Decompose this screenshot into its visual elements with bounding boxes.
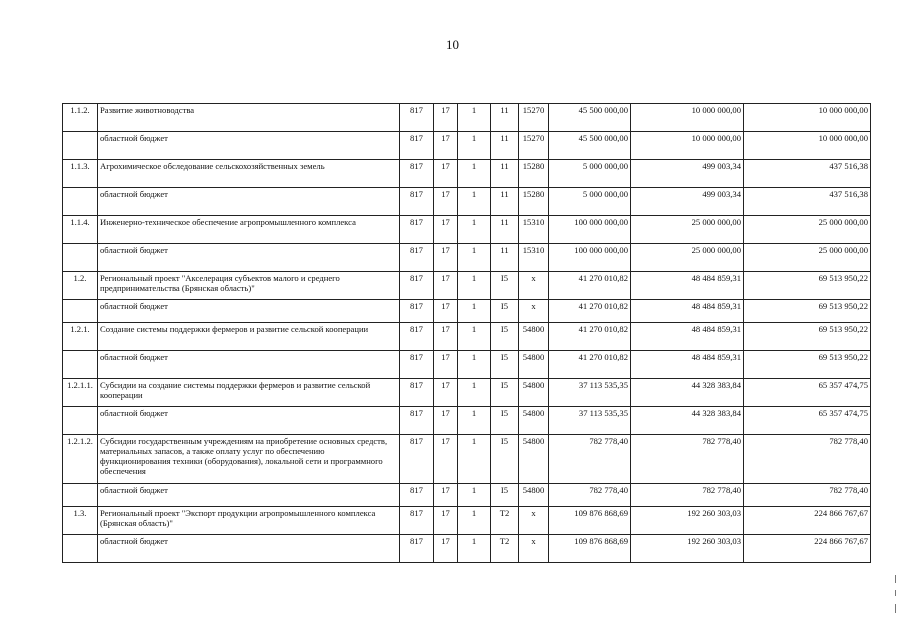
code-cell: I5 — [491, 323, 519, 351]
code-cell: 54800 — [519, 379, 549, 407]
code-cell: 17 — [434, 351, 458, 379]
amount-cell: 41 270 010,82 — [549, 351, 631, 379]
code-cell: 17 — [434, 160, 458, 188]
amount-cell: 499 003,34 — [631, 188, 744, 216]
code-cell: 817 — [400, 160, 434, 188]
row-number-cell: 1.1.3. — [63, 160, 98, 188]
code-cell: 54800 — [519, 407, 549, 435]
description-cell: Субсидии на создание системы поддержки фермеров и развитие сельской кооперации — [98, 379, 400, 407]
code-cell: 817 — [400, 535, 434, 563]
amount-cell: 782 778,40 — [631, 484, 744, 507]
row-number-cell: 1.3. — [63, 507, 98, 535]
code-cell: 817 — [400, 300, 434, 323]
code-cell: 817 — [400, 272, 434, 300]
code-cell: 11 — [491, 244, 519, 272]
code-cell: 17 — [434, 272, 458, 300]
amount-cell: 37 113 535,35 — [549, 379, 631, 407]
amount-cell: 41 270 010,82 — [549, 300, 631, 323]
amount-cell: 5 000 000,00 — [549, 160, 631, 188]
description-cell: областной бюджет — [98, 300, 400, 323]
page-number: 10 — [446, 37, 459, 52]
row-number-cell — [63, 132, 98, 160]
code-cell: 817 — [400, 323, 434, 351]
amount-cell: 782 778,40 — [549, 484, 631, 507]
code-cell: 17 — [434, 216, 458, 244]
row-number-cell: 1.2.1.2. — [63, 435, 98, 484]
table-row — [63, 300, 871, 323]
amount-cell: 192 260 303,03 — [631, 507, 744, 535]
code-cell: I5 — [491, 272, 519, 300]
row-number-cell — [63, 351, 98, 379]
description-cell: Развитие животноводства — [98, 104, 400, 132]
row-number-cell — [63, 535, 98, 563]
code-cell: 15310 — [519, 244, 549, 272]
code-cell: 817 — [400, 132, 434, 160]
code-cell: T2 — [491, 535, 519, 563]
amount-cell: 48 484 859,31 — [631, 272, 744, 300]
code-cell: 17 — [434, 484, 458, 507]
code-cell: 817 — [400, 379, 434, 407]
code-cell: 1 — [458, 435, 491, 484]
amount-cell: 44 328 383,84 — [631, 407, 744, 435]
row-number-cell: 1.1.2. — [63, 104, 98, 132]
amount-cell: 45 500 000,00 — [549, 132, 631, 160]
code-cell: 1 — [458, 323, 491, 351]
code-cell: 54800 — [519, 323, 549, 351]
code-cell: I5 — [491, 379, 519, 407]
code-cell: I5 — [491, 435, 519, 484]
code-cell: 11 — [491, 132, 519, 160]
code-cell: I5 — [491, 351, 519, 379]
code-cell: 15270 — [519, 104, 549, 132]
amount-cell: 192 260 303,03 — [631, 535, 744, 563]
description-cell: областной бюджет — [98, 132, 400, 160]
edge-mark — [895, 604, 896, 613]
table-row — [63, 160, 871, 188]
amount-cell: 782 778,40 — [631, 435, 744, 484]
table-body — [63, 104, 871, 563]
description-cell: Агрохимическое обследование сельскохозяйственных земель — [98, 160, 400, 188]
amount-cell: 782 778,40 — [744, 435, 871, 484]
code-cell: 1 — [458, 272, 491, 300]
amount-cell: 48 484 859,31 — [631, 300, 744, 323]
table-row — [63, 379, 871, 407]
code-cell: 1 — [458, 407, 491, 435]
code-cell: 15270 — [519, 132, 549, 160]
code-cell: 817 — [400, 435, 434, 484]
amount-cell: 437 516,38 — [744, 160, 871, 188]
code-cell: x — [519, 272, 549, 300]
description-cell: Региональный проект "Акселерация субъектов малого и среднего предпринимательства (Брянская область)" — [98, 272, 400, 300]
amount-cell: 499 003,34 — [631, 160, 744, 188]
row-number-cell — [63, 407, 98, 435]
table-row — [63, 484, 871, 507]
row-number-cell: 1.2.1. — [63, 323, 98, 351]
code-cell: 15280 — [519, 160, 549, 188]
table-row — [63, 351, 871, 379]
description-cell: Инженерно-техническое обеспечение агропромышленного комплекса — [98, 216, 400, 244]
amount-cell: 48 484 859,31 — [631, 351, 744, 379]
amount-cell: 224 866 767,67 — [744, 507, 871, 535]
row-number-cell — [63, 188, 98, 216]
amount-cell: 100 000 000,00 — [549, 216, 631, 244]
code-cell: 17 — [434, 379, 458, 407]
code-cell: I5 — [491, 407, 519, 435]
code-cell: 1 — [458, 351, 491, 379]
code-cell: 1 — [458, 535, 491, 563]
code-cell: 817 — [400, 507, 434, 535]
table-row — [63, 435, 871, 484]
table-row — [63, 244, 871, 272]
amount-cell: 41 270 010,82 — [549, 323, 631, 351]
code-cell: x — [519, 535, 549, 563]
table-row — [63, 323, 871, 351]
code-cell: 817 — [400, 244, 434, 272]
code-cell: I5 — [491, 300, 519, 323]
code-cell: 1 — [458, 160, 491, 188]
table-row — [63, 535, 871, 563]
code-cell: 17 — [434, 407, 458, 435]
amount-cell: 69 513 950,22 — [744, 323, 871, 351]
table-row — [63, 407, 871, 435]
description-cell: областной бюджет — [98, 244, 400, 272]
code-cell: 17 — [434, 188, 458, 216]
code-cell: 1 — [458, 244, 491, 272]
code-cell: 1 — [458, 484, 491, 507]
code-cell: 817 — [400, 188, 434, 216]
code-cell: 17 — [434, 244, 458, 272]
description-cell: Субсидии государственным учреждениям на приобретение основных средств, материальных запасов, а также оплату услуг по обеспечению функционирования техники (оборудования), локальной сети и программного обеспечения — [98, 435, 400, 484]
table-row — [63, 272, 871, 300]
description-cell: Региональный проект "Экспорт продукции агропромышленного комплекса (Брянская область)" — [98, 507, 400, 535]
amount-cell: 65 357 474,75 — [744, 407, 871, 435]
table-row — [63, 132, 871, 160]
amount-cell: 41 270 010,82 — [549, 272, 631, 300]
amount-cell: 437 516,38 — [744, 188, 871, 216]
amount-cell: 100 000 000,00 — [549, 244, 631, 272]
code-cell: 54800 — [519, 435, 549, 484]
code-cell: 15310 — [519, 216, 549, 244]
amount-cell: 44 328 383,84 — [631, 379, 744, 407]
amount-cell: 10 000 000,00 — [744, 132, 871, 160]
description-cell: областной бюджет — [98, 188, 400, 216]
code-cell: 1 — [458, 188, 491, 216]
code-cell: 1 — [458, 379, 491, 407]
code-cell: T2 — [491, 507, 519, 535]
code-cell: I5 — [491, 484, 519, 507]
description-cell: областной бюджет — [98, 535, 400, 563]
code-cell: 1 — [458, 132, 491, 160]
amount-cell: 69 513 950,22 — [744, 351, 871, 379]
table-row — [63, 188, 871, 216]
code-cell: x — [519, 300, 549, 323]
row-number-cell — [63, 300, 98, 323]
code-cell: 15280 — [519, 188, 549, 216]
code-cell: 817 — [400, 407, 434, 435]
row-number-cell: 1.2.1.1. — [63, 379, 98, 407]
amount-cell: 782 778,40 — [549, 435, 631, 484]
amount-cell: 5 000 000,00 — [549, 188, 631, 216]
amount-cell: 109 876 868,69 — [549, 507, 631, 535]
code-cell: 1 — [458, 300, 491, 323]
edge-mark — [895, 590, 896, 596]
budget-table — [62, 103, 871, 563]
amount-cell: 25 000 000,00 — [631, 216, 744, 244]
code-cell: 11 — [491, 188, 519, 216]
code-cell: 17 — [434, 535, 458, 563]
code-cell: 54800 — [519, 484, 549, 507]
code-cell: 817 — [400, 216, 434, 244]
description-cell: областной бюджет — [98, 407, 400, 435]
row-number-cell — [63, 244, 98, 272]
description-cell: областной бюджет — [98, 351, 400, 379]
code-cell: 17 — [434, 300, 458, 323]
amount-cell: 10 000 000,00 — [631, 104, 744, 132]
amount-cell: 782 778,40 — [744, 484, 871, 507]
amount-cell: 25 000 000,00 — [744, 216, 871, 244]
code-cell: x — [519, 507, 549, 535]
code-cell: 1 — [458, 216, 491, 244]
table-row — [63, 104, 871, 132]
amount-cell: 45 500 000,00 — [549, 104, 631, 132]
code-cell: 11 — [491, 104, 519, 132]
code-cell: 11 — [491, 160, 519, 188]
code-cell: 17 — [434, 323, 458, 351]
code-cell: 1 — [458, 104, 491, 132]
code-cell: 817 — [400, 484, 434, 507]
description-cell: областной бюджет — [98, 484, 400, 507]
code-cell: 17 — [434, 104, 458, 132]
code-cell: 11 — [491, 216, 519, 244]
code-cell: 817 — [400, 104, 434, 132]
description-cell: Создание системы поддержки фермеров и развитие сельской кооперации — [98, 323, 400, 351]
code-cell: 17 — [434, 132, 458, 160]
amount-cell: 69 513 950,22 — [744, 300, 871, 323]
table-row — [63, 507, 871, 535]
amount-cell: 25 000 000,00 — [744, 244, 871, 272]
amount-cell: 224 866 767,67 — [744, 535, 871, 563]
amount-cell: 10 000 000,00 — [744, 104, 871, 132]
row-number-cell: 1.2. — [63, 272, 98, 300]
code-cell: 1 — [458, 507, 491, 535]
table-row — [63, 216, 871, 244]
edge-mark — [895, 575, 896, 583]
code-cell: 817 — [400, 351, 434, 379]
amount-cell: 25 000 000,00 — [631, 244, 744, 272]
amount-cell: 109 876 868,69 — [549, 535, 631, 563]
amount-cell: 37 113 535,35 — [549, 407, 631, 435]
amount-cell: 48 484 859,31 — [631, 323, 744, 351]
row-number-cell — [63, 484, 98, 507]
code-cell: 17 — [434, 507, 458, 535]
amount-cell: 10 000 000,00 — [631, 132, 744, 160]
amount-cell: 69 513 950,22 — [744, 272, 871, 300]
code-cell: 17 — [434, 435, 458, 484]
row-number-cell: 1.1.4. — [63, 216, 98, 244]
amount-cell: 65 357 474,75 — [744, 379, 871, 407]
code-cell: 54800 — [519, 351, 549, 379]
